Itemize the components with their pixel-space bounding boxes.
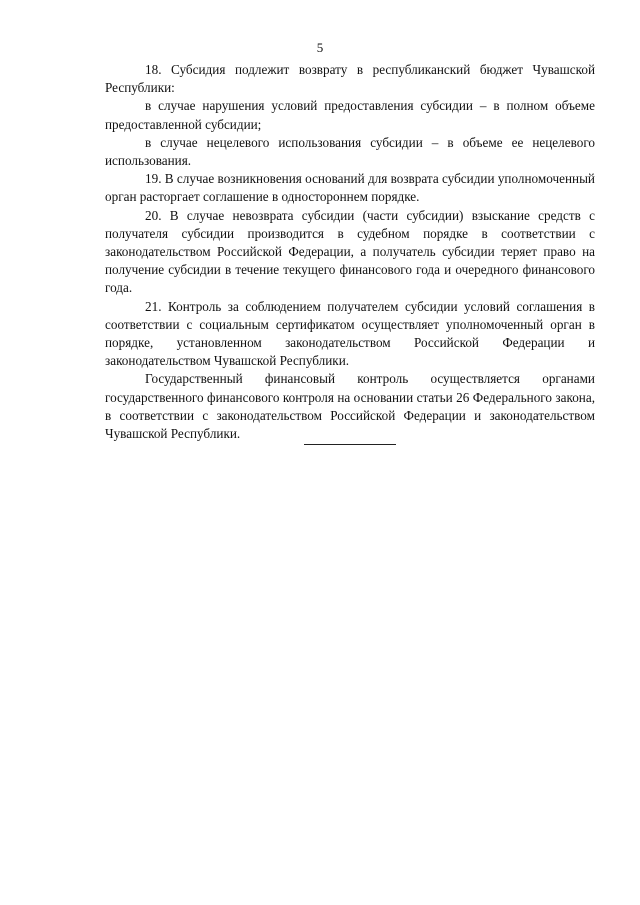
paragraph-18-item-2: в случае нецелевого использования субсидии – в объеме ее нецелевого использования. [105,134,595,169]
end-separator-line [304,444,396,445]
page-number: 5 [316,40,324,55]
document-body [105,61,595,443]
paragraph-18: 18. Субсидия подлежит возврату в республиканский бюджет Чувашской Республики: [105,62,595,96]
paragraph-20: 20. В случае невозврата субсидии (части субсидии) взыскание средств с получателя субсидии производится в судебном порядке в соответствии с законодательством Российской Федерации, а получатель субсидии теряет право на получение субсидии в течение текущего финансового года и очередного финансового года. [105,207,595,296]
paragraph-financial-control: Государственный финансовый контроль осуществляется органами государственного финансового контроля на основании статьи 26 Федерального закона, в соответствии с законодательством Российской Федерации и законодательством Чувашской Республики. [105,371,595,442]
paragraph-21: 21. Контроль за соблюдением получателем субсидии условий соглашения в соответствии с социальным сертификатом осуществляет уполномоченный орган в порядке, установленном законодательством Российской Федерации и законодательством Чувашской Республики. [105,298,595,369]
paragraph-19: 19. В случае возникновения оснований для возврата субсидии уполномоченный орган расторгает соглашение в одностороннем порядке. [105,171,595,205]
paragraph-18-item-1: в случае нарушения условий предоставления субсидии – в полном объеме предоставленной субсидии; [105,98,595,132]
